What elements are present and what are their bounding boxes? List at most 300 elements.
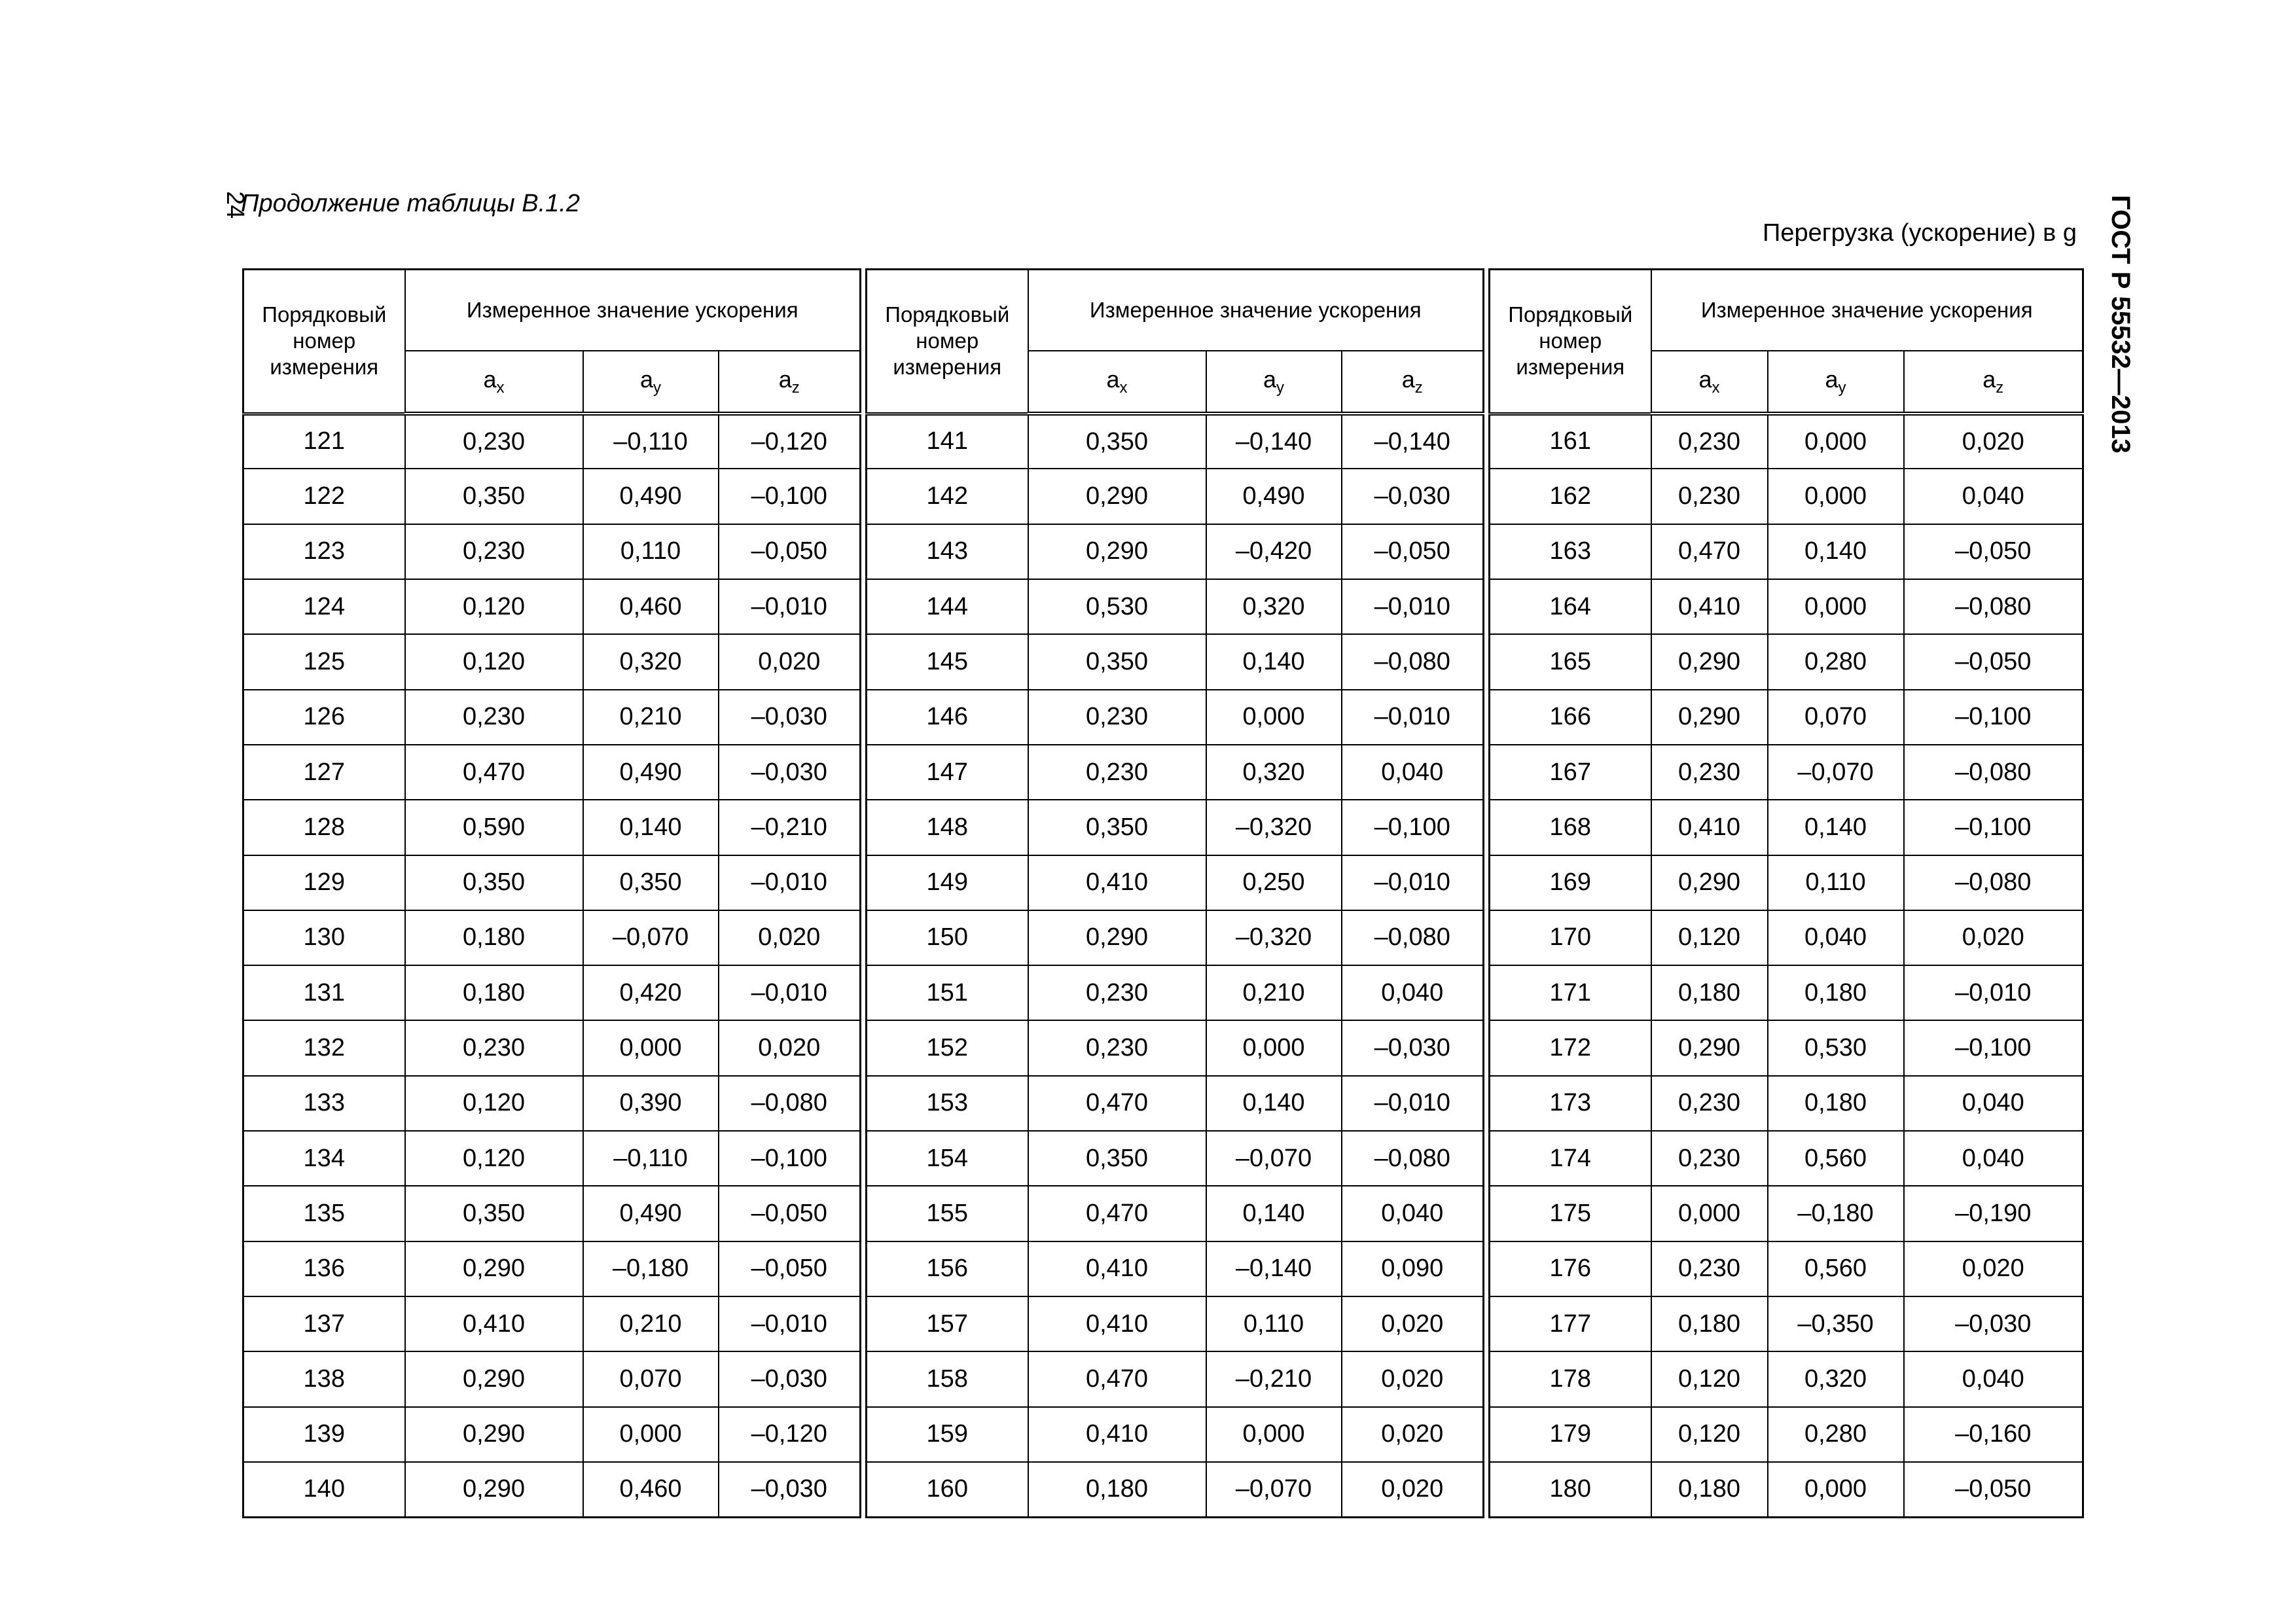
cell-ax: 0,290 xyxy=(1028,910,1206,965)
cell-number: 125 xyxy=(243,634,405,689)
cell-number: 160 xyxy=(867,1462,1028,1518)
cell-number: 141 xyxy=(867,414,1028,469)
cell-ay: 0,210 xyxy=(583,1296,719,1351)
cell-number: 154 xyxy=(867,1131,1028,1186)
cell-ay: 0,140 xyxy=(1206,1186,1342,1241)
cell-number: 132 xyxy=(243,1020,405,1075)
header-measured-value: Измеренное значение ускорения xyxy=(1651,270,2083,351)
cell-ax: 0,120 xyxy=(405,634,583,689)
cell-ay: 0,460 xyxy=(583,579,719,634)
table-row xyxy=(243,1131,861,1186)
cell-ax: 0,230 xyxy=(405,414,583,469)
cell-ax: 0,410 xyxy=(1651,579,1768,634)
cell-az: 0,020 xyxy=(1904,910,2083,965)
table-row xyxy=(1490,965,2083,1020)
cell-ay: –0,180 xyxy=(1768,1186,1904,1241)
cell-az: 0,020 xyxy=(1342,1296,1484,1351)
cell-ay: –0,180 xyxy=(583,1241,719,1296)
units-note: Перегрузка (ускорение) в g xyxy=(1763,219,2077,247)
cell-az: –0,190 xyxy=(1904,1186,2083,1241)
table-row xyxy=(1490,1241,2083,1296)
cell-ax: 0,530 xyxy=(1028,579,1206,634)
cell-ax: 0,350 xyxy=(1028,634,1206,689)
cell-number: 157 xyxy=(867,1296,1028,1351)
cell-ax: 0,410 xyxy=(1651,800,1768,855)
cell-ay: 0,210 xyxy=(583,690,719,745)
table-row xyxy=(867,634,1484,689)
cell-az: 0,020 xyxy=(1904,1241,2083,1296)
table-row xyxy=(243,524,861,579)
cell-az: –0,010 xyxy=(719,579,861,634)
cell-ax: 0,290 xyxy=(1651,634,1768,689)
cell-number: 121 xyxy=(243,414,405,469)
cell-az: 0,040 xyxy=(1904,469,2083,524)
cell-number: 131 xyxy=(243,965,405,1020)
cell-number: 166 xyxy=(1490,690,1651,745)
page-number: 24 xyxy=(221,191,249,219)
cell-ay: 0,320 xyxy=(1206,745,1342,800)
cell-az: 0,020 xyxy=(1342,1407,1484,1462)
cell-number: 162 xyxy=(1490,469,1651,524)
cell-ay: 0,140 xyxy=(1768,800,1904,855)
cell-number: 127 xyxy=(243,745,405,800)
cell-az: –0,010 xyxy=(1342,690,1484,745)
cell-number: 168 xyxy=(1490,800,1651,855)
cell-az: –0,210 xyxy=(719,800,861,855)
cell-ax: 0,120 xyxy=(1651,910,1768,965)
cell-number: 167 xyxy=(1490,745,1651,800)
table-row xyxy=(243,965,861,1020)
cell-ax: 0,180 xyxy=(1651,965,1768,1020)
cell-az: –0,080 xyxy=(1342,910,1484,965)
header-axis-ax: $a_x$ xyxy=(1651,351,1768,414)
cell-number: 172 xyxy=(1490,1020,1651,1075)
header-measurement-number: Порядковый номер измерения xyxy=(867,270,1028,414)
cell-ay: –0,110 xyxy=(583,1131,719,1186)
cell-az: –0,120 xyxy=(719,414,861,469)
cell-number: 135 xyxy=(243,1186,405,1241)
cell-ax: 0,410 xyxy=(1028,1407,1206,1462)
cell-az: 0,040 xyxy=(1904,1076,2083,1131)
cell-az: 0,020 xyxy=(719,634,861,689)
table-row xyxy=(243,414,861,469)
cell-az: 0,020 xyxy=(1342,1351,1484,1406)
table-row xyxy=(867,524,1484,579)
header-axis-az: $a_z$ xyxy=(1342,351,1484,414)
cell-ax: 0,470 xyxy=(1028,1076,1206,1131)
cell-az: –0,030 xyxy=(1904,1296,2083,1351)
cell-az: 0,040 xyxy=(1904,1351,2083,1406)
header-axis-ay: $a_y$ xyxy=(1768,351,1904,414)
cell-number: 130 xyxy=(243,910,405,965)
cell-ax: 0,470 xyxy=(1028,1351,1206,1406)
table-row xyxy=(867,690,1484,745)
cell-az: –0,030 xyxy=(719,745,861,800)
table-row xyxy=(1490,1020,2083,1075)
table-row xyxy=(867,469,1484,524)
header-measured-value: Измеренное значение ускорения xyxy=(1028,270,1484,351)
cell-ax: 0,230 xyxy=(1651,469,1768,524)
cell-ax: 0,290 xyxy=(1028,469,1206,524)
cell-az: –0,010 xyxy=(719,965,861,1020)
table-row xyxy=(867,579,1484,634)
header-axis-ax: $a_x$ xyxy=(405,351,583,414)
cell-number: 163 xyxy=(1490,524,1651,579)
table-block-2 xyxy=(865,268,1484,1518)
cell-ay: 0,280 xyxy=(1768,1407,1904,1462)
cell-az: 0,040 xyxy=(1342,1186,1484,1241)
cell-number: 170 xyxy=(1490,910,1651,965)
table-caption: Продолжение таблицы В.1.2 xyxy=(241,190,580,217)
cell-ay: 0,140 xyxy=(1206,1076,1342,1131)
cell-number: 179 xyxy=(1490,1407,1651,1462)
cell-az: –0,140 xyxy=(1342,414,1484,469)
cell-az: 0,040 xyxy=(1342,965,1484,1020)
cell-ay: 0,560 xyxy=(1768,1241,1904,1296)
cell-ax: 0,120 xyxy=(405,1076,583,1131)
table-row xyxy=(1490,1076,2083,1131)
table-row xyxy=(243,1241,861,1296)
cell-number: 169 xyxy=(1490,855,1651,910)
table-row xyxy=(1490,800,2083,855)
cell-az: –0,080 xyxy=(1904,855,2083,910)
cell-ax: 0,350 xyxy=(405,1186,583,1241)
cell-ay: 0,320 xyxy=(1768,1351,1904,1406)
cell-number: 161 xyxy=(1490,414,1651,469)
cell-az: –0,080 xyxy=(1904,745,2083,800)
cell-ax: 0,350 xyxy=(405,469,583,524)
cell-ax: 0,410 xyxy=(1028,855,1206,910)
cell-ax: 0,180 xyxy=(405,965,583,1020)
cell-az: –0,010 xyxy=(719,1296,861,1351)
header-axis-ay: $a_y$ xyxy=(583,351,719,414)
cell-ax: 0,230 xyxy=(1651,414,1768,469)
cell-az: –0,010 xyxy=(1904,965,2083,1020)
cell-az: –0,010 xyxy=(1342,855,1484,910)
table-block-3 xyxy=(1488,268,2084,1518)
cell-az: –0,030 xyxy=(1342,1020,1484,1075)
cell-ay: 0,180 xyxy=(1768,965,1904,1020)
cell-number: 134 xyxy=(243,1131,405,1186)
cell-ay: –0,350 xyxy=(1768,1296,1904,1351)
cell-ay: 0,530 xyxy=(1768,1020,1904,1075)
cell-ax: 0,470 xyxy=(405,745,583,800)
cell-ay: –0,420 xyxy=(1206,524,1342,579)
cell-ay: 0,140 xyxy=(583,800,719,855)
cell-az: –0,160 xyxy=(1904,1407,2083,1462)
table-row xyxy=(867,800,1484,855)
cell-number: 164 xyxy=(1490,579,1651,634)
cell-ay: 0,140 xyxy=(1768,524,1904,579)
cell-ax: 0,180 xyxy=(405,910,583,965)
table-row xyxy=(867,1351,1484,1406)
cell-az: –0,100 xyxy=(719,1131,861,1186)
cell-az: –0,030 xyxy=(1342,469,1484,524)
cell-ax: 0,000 xyxy=(1651,1186,1768,1241)
cell-ay: 0,320 xyxy=(1206,579,1342,634)
cell-ay: 0,250 xyxy=(1206,855,1342,910)
cell-ay: 0,140 xyxy=(1206,634,1342,689)
cell-az: –0,050 xyxy=(719,1241,861,1296)
table-row xyxy=(1490,1131,2083,1186)
cell-ay: 0,210 xyxy=(1206,965,1342,1020)
cell-number: 136 xyxy=(243,1241,405,1296)
cell-number: 140 xyxy=(243,1462,405,1518)
cell-ay: 0,070 xyxy=(583,1351,719,1406)
cell-ay: 0,070 xyxy=(1768,690,1904,745)
table-row xyxy=(243,1186,861,1241)
cell-ay: 0,490 xyxy=(583,745,719,800)
cell-az: –0,100 xyxy=(1904,690,2083,745)
cell-az: –0,050 xyxy=(1904,1462,2083,1518)
cell-ay: 0,000 xyxy=(1206,1020,1342,1075)
table-row xyxy=(1490,855,2083,910)
cell-az: –0,100 xyxy=(719,469,861,524)
table-row xyxy=(1490,414,2083,469)
table-row xyxy=(243,1020,861,1075)
cell-az: 0,040 xyxy=(1342,745,1484,800)
table-row xyxy=(1490,690,2083,745)
table-row xyxy=(867,855,1484,910)
table-row xyxy=(1490,1407,2083,1462)
header-measured-value: Измеренное значение ускорения xyxy=(405,270,861,351)
cell-number: 171 xyxy=(1490,965,1651,1020)
table-row xyxy=(867,1020,1484,1075)
cell-ay: 0,490 xyxy=(583,469,719,524)
cell-number: 151 xyxy=(867,965,1028,1020)
cell-ay: –0,070 xyxy=(1206,1462,1342,1518)
cell-ay: 0,280 xyxy=(1768,634,1904,689)
cell-ax: 0,290 xyxy=(405,1351,583,1406)
header-axis-az: $a_z$ xyxy=(719,351,861,414)
cell-number: 137 xyxy=(243,1296,405,1351)
cell-az: 0,090 xyxy=(1342,1241,1484,1296)
table-row xyxy=(867,414,1484,469)
cell-ax: 0,230 xyxy=(1651,1131,1768,1186)
table-row xyxy=(243,634,861,689)
table-row xyxy=(867,1076,1484,1131)
table-row xyxy=(867,1131,1484,1186)
cell-ay: 0,040 xyxy=(1768,910,1904,965)
cell-ax: 0,290 xyxy=(405,1462,583,1518)
cell-ay: –0,110 xyxy=(583,414,719,469)
cell-az: –0,030 xyxy=(719,690,861,745)
cell-ay: 0,000 xyxy=(583,1407,719,1462)
header-measurement-number: Порядковый номер измерения xyxy=(1490,270,1651,414)
table-row xyxy=(1490,1462,2083,1518)
cell-ax: 0,230 xyxy=(405,690,583,745)
cell-ax: 0,410 xyxy=(1028,1241,1206,1296)
cell-ay: 0,490 xyxy=(1206,469,1342,524)
table-row xyxy=(867,1407,1484,1462)
table-row xyxy=(1490,469,2083,524)
header-axis-ay: $a_y$ xyxy=(1206,351,1342,414)
cell-ax: 0,230 xyxy=(405,1020,583,1075)
cell-ay: 0,110 xyxy=(1206,1296,1342,1351)
table-row xyxy=(867,910,1484,965)
cell-ax: 0,470 xyxy=(1028,1186,1206,1241)
header-measurement-number: Порядковый номер измерения xyxy=(243,270,405,414)
cell-ay: 0,490 xyxy=(583,1186,719,1241)
cell-ax: 0,230 xyxy=(1651,745,1768,800)
table-row xyxy=(243,579,861,634)
cell-ax: 0,230 xyxy=(405,524,583,579)
cell-number: 153 xyxy=(867,1076,1028,1131)
cell-number: 174 xyxy=(1490,1131,1651,1186)
cell-number: 145 xyxy=(867,634,1028,689)
table-row xyxy=(243,800,861,855)
cell-az: 0,020 xyxy=(719,910,861,965)
cell-ay: 0,000 xyxy=(1768,1462,1904,1518)
cell-ay: 0,460 xyxy=(583,1462,719,1518)
cell-ax: 0,290 xyxy=(405,1407,583,1462)
cell-ay: 0,320 xyxy=(583,634,719,689)
cell-ay: 0,000 xyxy=(1768,414,1904,469)
cell-ay: 0,350 xyxy=(583,855,719,910)
cell-ay: 0,000 xyxy=(1768,579,1904,634)
cell-ay: 0,390 xyxy=(583,1076,719,1131)
cell-number: 158 xyxy=(867,1351,1028,1406)
table-row xyxy=(1490,634,2083,689)
cell-number: 165 xyxy=(1490,634,1651,689)
cell-number: 126 xyxy=(243,690,405,745)
header-axis-az: $a_z$ xyxy=(1904,351,2083,414)
cell-ax: 0,350 xyxy=(1028,414,1206,469)
cell-ax: 0,230 xyxy=(1651,1076,1768,1131)
cell-number: 155 xyxy=(867,1186,1028,1241)
cell-ax: 0,180 xyxy=(1651,1462,1768,1518)
table-row xyxy=(243,1407,861,1462)
cell-number: 146 xyxy=(867,690,1028,745)
cell-number: 177 xyxy=(1490,1296,1651,1351)
table-row xyxy=(1490,1351,2083,1406)
table-row xyxy=(243,1462,861,1518)
cell-az: 0,020 xyxy=(1342,1462,1484,1518)
table-row xyxy=(243,745,861,800)
cell-ax: 0,230 xyxy=(1028,965,1206,1020)
table-row xyxy=(1490,910,2083,965)
table-block-1 xyxy=(242,268,861,1518)
cell-ay: 0,000 xyxy=(583,1020,719,1075)
cell-number: 152 xyxy=(867,1020,1028,1075)
cell-ax: 0,590 xyxy=(405,800,583,855)
cell-ay: –0,070 xyxy=(1768,745,1904,800)
cell-ay: 0,000 xyxy=(1768,469,1904,524)
cell-ax: 0,290 xyxy=(1651,690,1768,745)
cell-ax: 0,410 xyxy=(1028,1296,1206,1351)
cell-ay: –0,320 xyxy=(1206,910,1342,965)
cell-ax: 0,290 xyxy=(1651,1020,1768,1075)
cell-number: 156 xyxy=(867,1241,1028,1296)
cell-ax: 0,120 xyxy=(405,1131,583,1186)
cell-number: 175 xyxy=(1490,1186,1651,1241)
table-row xyxy=(243,855,861,910)
table-row xyxy=(243,690,861,745)
cell-ay: –0,140 xyxy=(1206,1241,1342,1296)
cell-ax: 0,410 xyxy=(405,1296,583,1351)
cell-ay: 0,110 xyxy=(583,524,719,579)
table-row xyxy=(1490,745,2083,800)
cell-ax: 0,120 xyxy=(1651,1351,1768,1406)
cell-az: –0,050 xyxy=(719,1186,861,1241)
cell-az: –0,010 xyxy=(1342,1076,1484,1131)
cell-number: 178 xyxy=(1490,1351,1651,1406)
cell-number: 142 xyxy=(867,469,1028,524)
cell-ax: 0,120 xyxy=(405,579,583,634)
cell-ax: 0,230 xyxy=(1028,745,1206,800)
cell-ax: 0,180 xyxy=(1028,1462,1206,1518)
cell-number: 147 xyxy=(867,745,1028,800)
cell-number: 150 xyxy=(867,910,1028,965)
cell-az: –0,050 xyxy=(1342,524,1484,579)
cell-az: –0,010 xyxy=(719,855,861,910)
cell-number: 129 xyxy=(243,855,405,910)
cell-number: 180 xyxy=(1490,1462,1651,1518)
table-row xyxy=(243,1351,861,1406)
table-row xyxy=(243,469,861,524)
cell-az: –0,050 xyxy=(1904,634,2083,689)
table-row xyxy=(867,1186,1484,1241)
table-row xyxy=(867,1296,1484,1351)
cell-ax: 0,290 xyxy=(1028,524,1206,579)
table-row xyxy=(867,1241,1484,1296)
cell-number: 149 xyxy=(867,855,1028,910)
cell-az: –0,050 xyxy=(719,524,861,579)
table-row xyxy=(243,910,861,965)
cell-ay: –0,210 xyxy=(1206,1351,1342,1406)
table-row xyxy=(1490,524,2083,579)
table-row xyxy=(867,1462,1484,1518)
cell-az: –0,080 xyxy=(1342,1131,1484,1186)
cell-number: 144 xyxy=(867,579,1028,634)
table-row xyxy=(1490,579,2083,634)
cell-ay: 0,560 xyxy=(1768,1131,1904,1186)
cell-ay: 0,000 xyxy=(1206,690,1342,745)
table-row xyxy=(1490,1296,2083,1351)
cell-ay: –0,070 xyxy=(583,910,719,965)
cell-ax: 0,350 xyxy=(1028,800,1206,855)
cell-ay: –0,140 xyxy=(1206,414,1342,469)
cell-az: 0,040 xyxy=(1904,1131,2083,1186)
cell-az: –0,010 xyxy=(1342,579,1484,634)
cell-ax: 0,350 xyxy=(1028,1131,1206,1186)
cell-az: –0,050 xyxy=(1904,524,2083,579)
cell-number: 138 xyxy=(243,1351,405,1406)
cell-number: 148 xyxy=(867,800,1028,855)
cell-ax: 0,290 xyxy=(1651,855,1768,910)
cell-az: –0,030 xyxy=(719,1462,861,1518)
table-row xyxy=(243,1296,861,1351)
cell-az: –0,120 xyxy=(719,1407,861,1462)
cell-number: 143 xyxy=(867,524,1028,579)
cell-az: –0,080 xyxy=(1342,634,1484,689)
cell-ax: 0,180 xyxy=(1651,1296,1768,1351)
cell-number: 123 xyxy=(243,524,405,579)
cell-ay: 0,110 xyxy=(1768,855,1904,910)
cell-az: 0,020 xyxy=(719,1020,861,1075)
standard-code: ГОСТ Р 55532—2013 xyxy=(2106,195,2135,454)
cell-ax: 0,230 xyxy=(1028,1020,1206,1075)
cell-ax: 0,290 xyxy=(405,1241,583,1296)
cell-ax: 0,120 xyxy=(1651,1407,1768,1462)
cell-ax: 0,350 xyxy=(405,855,583,910)
cell-az: –0,030 xyxy=(719,1351,861,1406)
cell-ax: 0,230 xyxy=(1028,690,1206,745)
cell-az: –0,080 xyxy=(719,1076,861,1131)
cell-az: –0,100 xyxy=(1342,800,1484,855)
cell-az: 0,020 xyxy=(1904,414,2083,469)
table-row xyxy=(867,965,1484,1020)
